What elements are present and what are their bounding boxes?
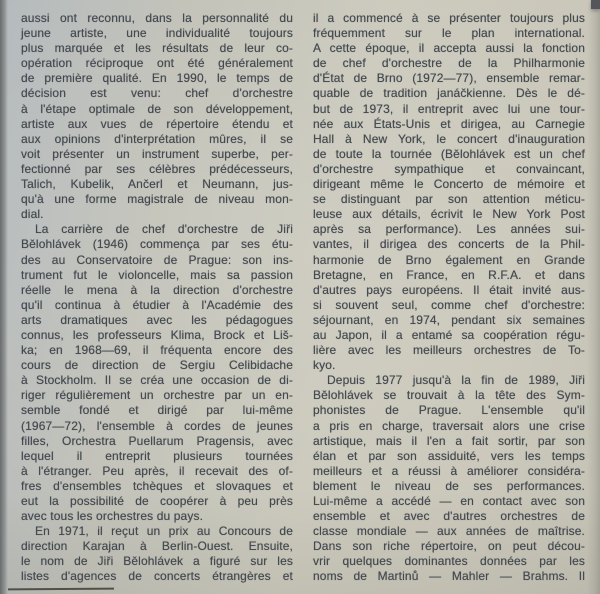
text-line: aux opinions d'interprétation mûres, il se [21,131,293,146]
text-line: Bretagne, en France, en R.F.A. et dans [313,267,585,282]
text-line: si souvent seul, comme chef d'orchestre: [313,297,585,312]
text-line: élan et par son assiduité, vers les temps [313,448,585,463]
text-line: jeune artiste, une individualité toujours [21,26,293,41]
text-line: d'orchestre sympathique et convaincant, [313,161,585,176]
text-line: née aux États-Unis et dirigea, au Carnegie [313,116,585,131]
text-line: a pris en charge, traversait alors une crise [313,418,585,433]
text-line: Hall à New York, le concert d'inauguration [313,131,585,146]
text-line: harmonie de Brno également en Grande [313,252,585,267]
text-line: il a commencé à se présenter toujours plus [313,11,585,25]
text-line: eut la possibilité de coopérer à peu près [21,494,293,508]
text-column-right [313,11,585,585]
text-line: filles, Orchestra Puellarum Pragensis, avec [21,433,293,448]
text-line: séjournant, en 1974, pendant six semaines [313,312,585,327]
text-line: le nom de Jiři Bělohlávek a figuré sur les [21,554,293,569]
text-line: ensemble et avec d'autres orchestres de [313,509,585,524]
text-line: classe mondiale — aux années de maîtrise. [313,524,585,539]
text-line: de chef d'orchestre de la Philharmonie [313,56,585,71]
text-line: qu'à une forme magistrale de niveau mon- [21,192,293,207]
text-line: dirigeant même le Concerto de mémoire et [313,177,585,192]
text-line: trument fut le violoncelle, mais sa passion [21,267,293,282]
text-line: de première qualité. En 1990, le temps de [21,71,293,86]
text-line: dial. [21,207,44,222]
text-line: de toute la tournée (Bělohlávek est un chef [313,146,585,161]
text-line: Depuis 1977 jusqu'à la fin de 1989, Jiři [327,373,585,388]
text-line: Lui-même a accédé — en contact avec son [313,494,585,508]
text-line: des au Conservatoire de Prague: son ins- [21,252,293,267]
text-line: meilleurs et a réussi à améliorer considéra- [313,463,585,478]
text-line: d'État de Brno (1972—77), ensemble remar- [313,71,585,86]
text-line: à l'étranger. Peu après, il recevait des of- [21,463,293,478]
text-line: A cette époque, il accepta aussi la fonction [313,41,585,56]
text-line: listes d'agences de concerts étrangères et [21,569,293,584]
text-line: semble fondé et dirigé par lui-même [21,403,293,418]
text-line: Dans son riche répertoire, on peut décou- [313,539,585,554]
text-line: blement le niveau de ses performances. [313,478,585,493]
corner-mark [591,0,600,9]
text-line: qu'il continua à étudier à l'Académie des [21,297,293,312]
text-line: décision est venu: chef d'orchestre [21,86,293,101]
text-line: but de 1973, il entreprit avec lui une tour- [313,101,585,116]
text-line: vrir quelques dominantes données par les [313,554,585,569]
text-line: vantes, il dirigea des concerts de la Phil- [313,237,585,252]
text-line: au Japon, il a entamé sa coopération régu- [313,327,585,342]
text-line: fectionné par ses célèbres prédécesseurs, [21,161,293,176]
text-line: après sa performance). Les années sui- [313,222,585,237]
text-line: riger régulièrement un orchestre par un en- [21,388,293,403]
text-line: fréquemment sur le plan international. [313,26,585,41]
text-line: leuse aux détails, écrivit le New York Post [313,207,585,222]
text-line: En 1971, il reçut un prix au Concours de [35,524,293,539]
text-line: arts dramatiques avec les pédagogues [21,312,293,327]
text-line: à Stockholm. Il se créa une occasion de di- [21,373,293,388]
text-line: lière avec les meilleurs orchestres de To- [313,343,585,358]
text-line: d'autres pays européens. Il était invité aus- [313,282,585,297]
text-line: réelle le mena à la direction d'orchestre [21,282,293,297]
text-line: voit présenter un instrument superbe, per- [21,146,293,161]
bottom-rule [8,588,114,591]
text-line: quable de tradition janáčkienne. Dès le dé- [313,86,585,101]
text-line: (1967—72), l'ensemble à cordes de jeunes [21,418,293,433]
page-edge-shadow-right [587,0,600,594]
text-line: artiste aux vues de répertoire étendu et [21,116,293,131]
text-line: phonistes de Prague. L'ensemble qu'il [313,403,585,418]
text-line: artistique, mais il l'en a fait sortir, par son [313,433,585,448]
text-line: cours de direction de Sergiu Celibidache [21,358,293,373]
text-line: avec tous les orchestres du pays. [21,509,204,524]
text-line: noms de Martinů — Mahler — Brahms. Il [313,569,585,584]
text-line: plus marquée et les résultats de leur co- [21,41,293,56]
text-line: connus, les professeurs Klima, Brock et Liš- [21,327,293,342]
text-line: kyo. [313,358,336,373]
text-line: ka; en 1968—69, il fréquenta encore des [21,343,293,358]
text-line: Bělohlávek se trouvait à la tête des Sym- [313,388,585,403]
text-line: direction Karajan à Berlin-Ouest. Ensuite, [21,539,293,554]
text-line: à l'étape optimale de son développement, [21,101,293,116]
text-line: fres d'ensembles tchèques et slovaques et [21,478,293,493]
text-column-left [21,11,293,585]
text-line: aussi ont reconnu, dans la personnalité du [21,11,293,25]
text-line: La carrière de chef d'orchestre de Jiři [35,222,293,237]
text-line: se distinguant par son attention méticu- [313,192,585,207]
text-line: opération réciproque ont été généralement [21,56,293,71]
text-line: lequel il entreprit plusieurs tournées [21,448,293,463]
text-line: Talich, Kubelik, Ančerl et Neumann, jus- [21,177,293,192]
text-line: Bělohlávek (1946) commença par ses étu- [21,237,293,252]
page-edge-shadow-left [0,0,8,594]
